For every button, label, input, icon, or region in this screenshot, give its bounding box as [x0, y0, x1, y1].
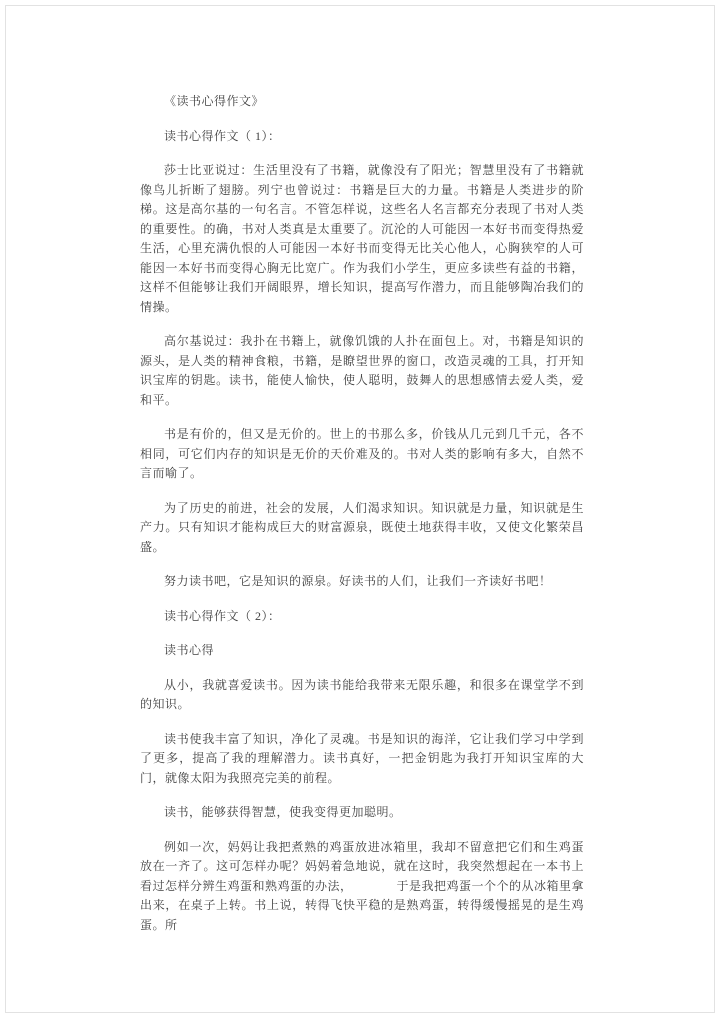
- paragraph: 读书心得: [164, 643, 215, 657]
- paragraph: 努力读书吧，它是知识的源泉。好读书的人们，让我们一齐读好书吧！: [164, 574, 552, 588]
- paragraph: 为了历史的前进，社会的发展，人们渴求知识。知识就是力量，知识就是生产力。只有知识才能构成巨大的财富源泉，既使土地获得丰收，又使文化繁荣昌盛。: [140, 500, 584, 554]
- paragraph: 读书使我丰富了知识，净化了灵魂。书是知识的海洋，它让我们学习中学到了更多，提高了我的理解潜力。读书真好，一把金钥匙为我打开知识宝库的大门，就像太阳为我照亮完美的前程。: [140, 731, 584, 785]
- essay-title: 《读书心得作文》: [164, 94, 265, 108]
- paragraph: 读书心得作文（ 1）：: [164, 128, 281, 143]
- paragraph: 高尔基说过：我扑在书籍上，就像饥饿的人扑在面包上。对，书籍是知识的源头，是人类的精神食粮，书籍，是瞭望世界的窗口，改造灵魂的工具，打开知识宝库的钥匙。读书，能使人愉快，使人聪明，鼓舞人的思想感情去爱人类，爱和平。: [140, 334, 584, 407]
- paragraph: 例如一次，妈妈让我把煮熟的鸡蛋放进冰箱里，我却不留意把它们和生鸡蛋放在一齐了。这可怎样办呢？妈妈着急地说，就在这时，我突然想起在一本书上看过怎样分辨生鸡蛋和熟鸡蛋的办法， 于是我把鸡蛋一个个的从冰箱里拿出来，在桌子上转。书上说，转得飞快平稳的是熟鸡蛋，转得缓慢摇晃的是生鸡蛋。所: [140, 839, 585, 932]
- paragraph: 读书，能够获得智慧，使我变得更加聪明。: [164, 805, 402, 819]
- paragraph: 书是有价的，但又是无价的。世上的书那么多，价钱从几元到几千元，各不相同，可它们内存的知识是无价的天价难及的。书对人类的影响有多大，自然不言而喻了。: [140, 427, 584, 480]
- essay-content: [6, 6, 714, 935]
- paragraph: 莎士比亚说过：生活里没有了书籍，就像没有了阳光；智慧里没有了书籍就像鸟儿折断了翅膀。列宁也曾说过：书籍是巨大的力量。书籍是人类进步的阶梯。这是高尔基的一句名言。不管怎样说，这些名人名言都充分表现了书对人类的重要性。的确，书对人类真是太重要了。沉沦的人可能因一本好书而变得热爱生活，心里充满仇恨的人可能因一本好书而变得无比关心他人，心胸狭窄的人可能因一本好书而变得心胸无比宽广。作为我们小学生，更应多读些有益的书籍，这样不但能够让我们开阔眼界，增长知识，提高写作潜力，而且能够陶冶我们的情操。: [140, 163, 584, 314]
- paragraph: 从小，我就喜爱读书。因为读书能给我带来无限乐趣，和很多在课堂学不到的知识。: [140, 677, 584, 711]
- paragraph: 读书心得作文（ 2）：: [164, 608, 281, 623]
- document-page: [5, 5, 715, 1013]
